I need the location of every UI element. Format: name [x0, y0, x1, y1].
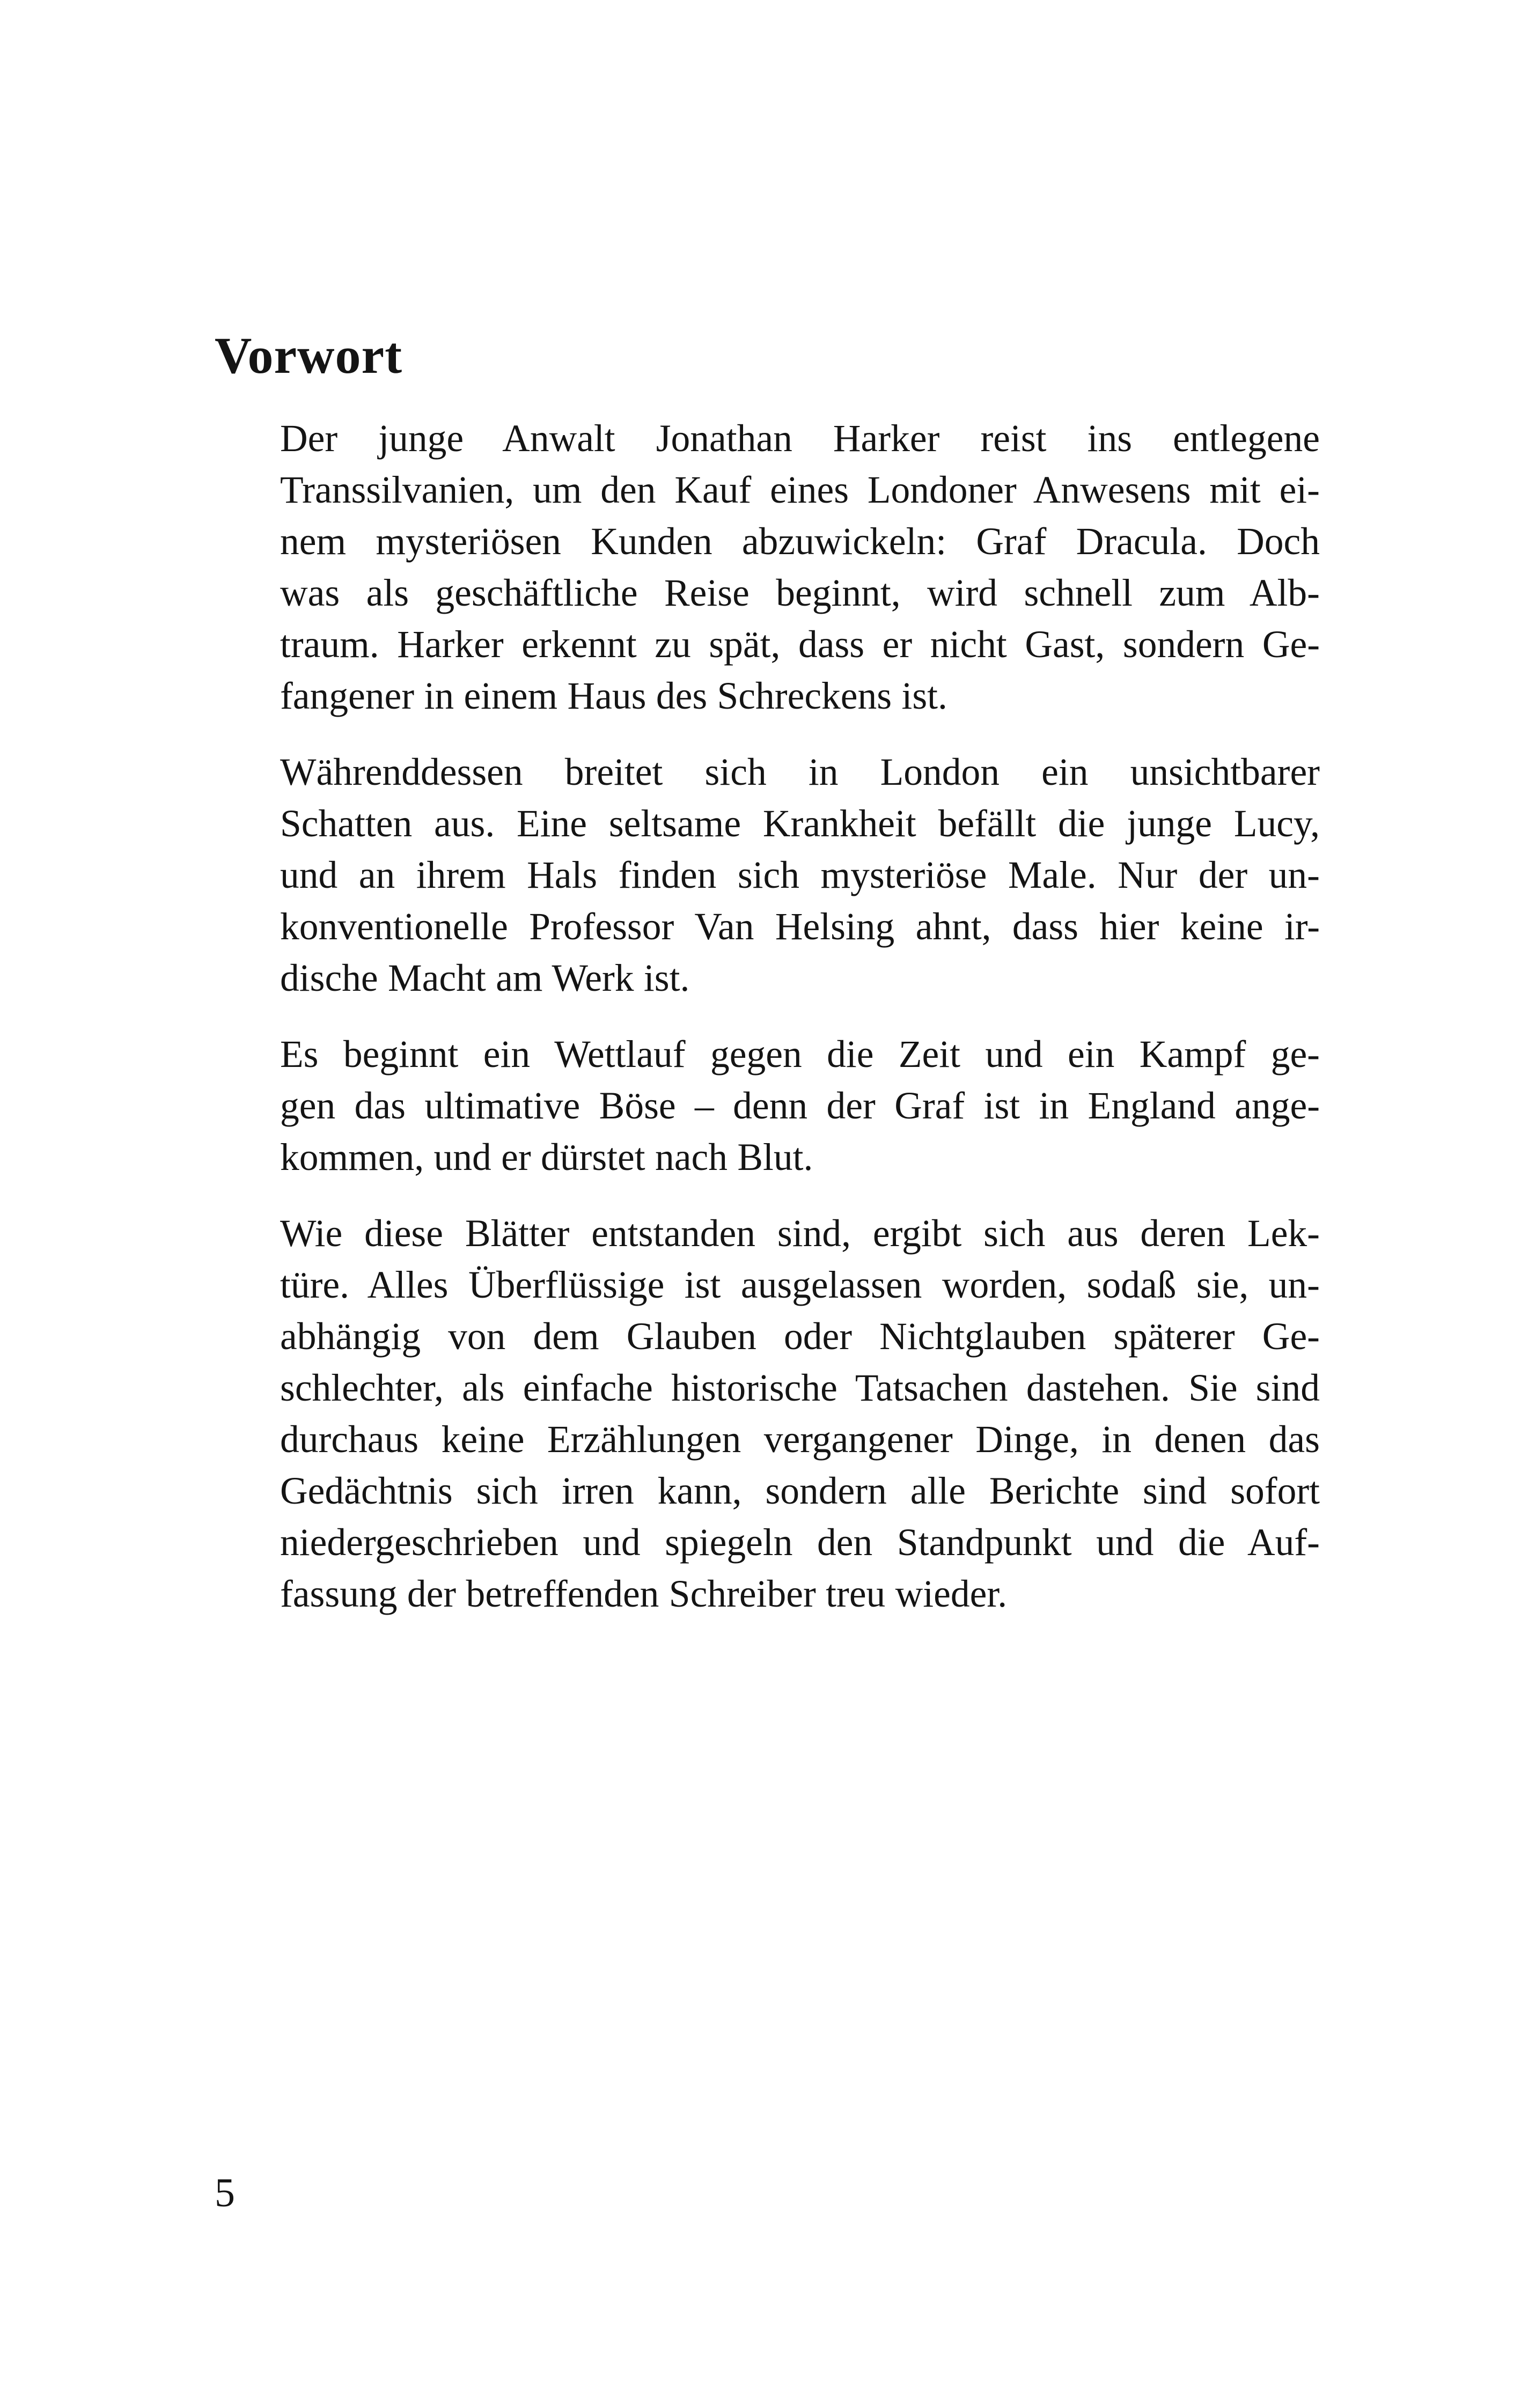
text-line: Währenddessen breitet sich in London ein unsichtbarer	[280, 751, 1320, 793]
paragraph-3	[215, 1029, 1320, 1183]
text-line: dische Macht am Werk ist.	[280, 957, 690, 999]
text-line: Transsilvanien, um den Kauf eines Londoner Anwesens mit ei-	[280, 469, 1320, 511]
paragraph-1	[215, 413, 1320, 722]
paragraph-2	[215, 747, 1320, 1004]
text-line: traum. Harker erkennt zu spät, dass er nicht Gast, sondern Ge-	[280, 623, 1320, 666]
text-line: niedergeschrieben und spiegeln den Standpunkt und die Auf-	[280, 1521, 1320, 1564]
text-line: durchaus keine Erzählungen vergangener Dinge, in denen das	[280, 1418, 1320, 1461]
text-line: abhängig von dem Glauben oder Nichtglauben späterer Ge-	[280, 1315, 1320, 1358]
text-line: was als geschäftliche Reise beginnt, wird schnell zum Alb-	[280, 572, 1320, 614]
text-line: fassung der betreffenden Schreiber treu wieder.	[280, 1573, 1008, 1615]
text-line: schlechter, als einfache historische Tatsachen dastehen. Sie sind	[280, 1367, 1320, 1409]
text-line: gen das ultimative Böse – denn der Graf ist in England ange-	[280, 1085, 1320, 1127]
text-line: und an ihrem Hals finden sich mysteriöse Male. Nur der un-	[280, 854, 1320, 896]
text-line: Schatten aus. Eine seltsame Krankheit befällt die junge Lucy,	[280, 802, 1320, 845]
page-number: 5	[215, 2170, 235, 2215]
text-line: Gedächtnis sich irren kann, sondern alle Berichte sind sofort	[280, 1470, 1320, 1512]
text-line: Wie diese Blätter entstanden sind, ergibt sich aus deren Lek-	[280, 1212, 1320, 1255]
text-line: türe. Alles Überflüssige ist ausgelassen worden, sodaß sie, un-	[280, 1264, 1320, 1306]
foreword-body	[215, 413, 1320, 1645]
text-line: Der junge Anwalt Jonathan Harker reist ins entlegene	[280, 417, 1320, 460]
paragraph-4	[215, 1208, 1320, 1620]
text-line: fangener in einem Haus des Schreckens ist.	[280, 675, 947, 717]
text-line: Es beginnt ein Wettlauf gegen die Zeit und ein Kampf ge-	[280, 1033, 1320, 1076]
text-line: konventionelle Professor Van Helsing ahnt, dass hier keine ir-	[280, 905, 1320, 948]
text-line: kommen, und er dürstet nach Blut.	[280, 1136, 813, 1179]
text-line: nem mysteriösen Kunden abzuwickeln: Graf Dracula. Doch	[280, 520, 1320, 563]
chapter-heading: Vorwort	[215, 327, 403, 384]
